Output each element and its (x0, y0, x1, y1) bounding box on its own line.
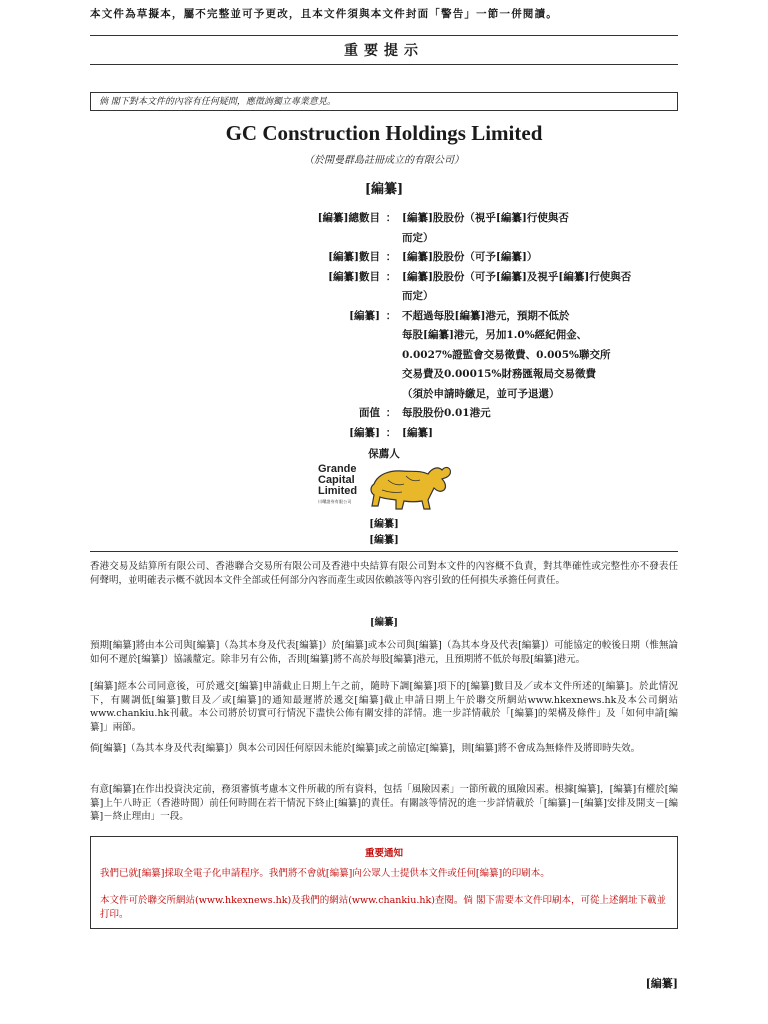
company-name: GC Construction Holdings Limited (225, 121, 543, 145)
offer-value: [編纂]股股份（視乎[編纂]行使與否 而定） (402, 212, 569, 244)
offer-label: [編纂]總數目 (317, 212, 380, 224)
top-rule (90, 35, 678, 36)
offer-value: [編纂] (402, 426, 433, 439)
notice-paragraph-2: 本文件可於聯交所網站(www.hkexnews.hk)及我們的網站(www.chankiu.hk)查閱。倘 閣下需要本文件印刷本，可從上述網址下載並打印。 (100, 895, 666, 920)
important-heading: 重要提示 (344, 43, 424, 59)
offer-colon: ： (385, 426, 397, 439)
notice-paragraph-1: 我們已就[編纂]採取全電子化申請程序。我們將不會就[編纂]向公眾人士提供本文件或任何[編纂]的印刷本。 (100, 868, 550, 879)
grande-capital-logo (318, 462, 456, 514)
offer-label: [編纂]數目 (328, 251, 380, 263)
footer-redacted: [編纂] (645, 977, 678, 990)
logo-wordmark (318, 464, 357, 497)
draft-note: 本文件為草擬本，屬不完整並可予更改，且本文件須與本文件封面「警告」一節一併閱讀。 (90, 8, 558, 20)
offer-colon: ： (385, 270, 397, 283)
offer-row (280, 248, 700, 268)
incorporation-note: （於開曼群島註冊成立的有限公司） (304, 155, 464, 166)
offer-colon: ： (385, 251, 397, 263)
offer-label: [編纂]數目 (328, 270, 380, 283)
offer-row (280, 209, 700, 248)
offer-row (280, 404, 700, 424)
offer-label: [編纂] (349, 426, 380, 439)
important-notice-box (90, 836, 678, 929)
investor-paragraph: 有意[編纂]在作出投資決定前，務須審慎考慮本文件所載的所有資料，包括「風險因素」一節所載的風險因素。根據[編纂]，[編纂]有權於[編纂]上午八時正（香港時間）前任何時間在若干情況下終止[編纂]的責任。有關該等情況的進一步詳情載於「[編纂]－[編纂]安排及開支－[編纂]－終止理由」一段。 (90, 784, 678, 823)
redacted-line-1: [編纂] (369, 519, 399, 530)
advice-text: 倘 閣下對本文件的內容有任何疑問，應徵詢獨立專業意見。 (99, 97, 336, 107)
offer-value: 不超過每股[編纂]港元，預期不低於 每股[編纂]港元，另加1.0%經紀佣金、 0.0027%證監會交易徵費、0.005%聯交所 交易費及0.00015%財務匯報局交易徵費 （須於申請時繳足，並可予退還） (402, 309, 611, 400)
reduction-paragraph: [編纂]經本公司同意後，可於遞交[編纂]申請截止日期上午之前，隨時下調[編纂]項下的[編纂]數目及／或本文件所述的[編纂]。於此情況下，有關調低[編纂]數目及／或[編纂]的通知最遲將於遞交[編纂]截止申請日期上午於聯交所網站www.hkexnews.hk及本公司網站www.chankiu.hk刊載。本公司將於切實可行情況下盡快公佈有關安排的詳情。進一步詳情載於「[編纂]的架構及條件」及「如何申請[編纂]」兩節。 (90, 681, 678, 733)
offer-row (280, 307, 700, 405)
logo-subtitle: 川曙證券有限公司 (318, 499, 352, 504)
logo-line-1: Grande (318, 463, 357, 475)
offer-colon: ： (385, 212, 397, 224)
bull-icon (368, 462, 456, 514)
advice-box (90, 92, 678, 111)
pricing-paragraph: 預期[編纂]將由本公司與[編纂]（為其本身及代表[編纂]）於[編纂]或本公司與[編纂]（為其本身及代表[編纂]）可能協定的較後日期（惟無論如何不遲於[編纂]）協議釐定。除非另有公佈，否則[編纂]將不高於每股[編纂]港元，且預期將不低於每股[編纂]港元。 (90, 640, 678, 665)
lapse-paragraph: 倘[編纂]（為其本身及代表[編纂]）與本公司因任何原因未能於[編纂]或之前協定[編纂]，則[編纂]將不會成為無條件及將即時失效。 (90, 743, 641, 754)
offer-table (280, 209, 700, 443)
offer-row (280, 268, 700, 307)
offer-value: 每股股份0.01港元 (402, 407, 491, 419)
sponsor-label: 保薦人 (368, 448, 400, 460)
offer-title: [編纂] (364, 182, 404, 197)
offer-value: [編纂]股股份（可予[編纂]） (402, 251, 538, 263)
disclaimer-rule (90, 551, 678, 552)
offer-colon: ： (385, 407, 397, 419)
offer-label: 面值 (359, 407, 380, 419)
offer-row (280, 424, 700, 444)
notice-title: 重要通知 (364, 848, 403, 859)
offer-value: [編纂]股股份（可予[編纂]及視乎[編纂]行使與否 而定） (402, 270, 632, 302)
logo-line-2: Capital (318, 474, 355, 486)
offer-colon: ： (385, 309, 397, 322)
redacted-center: [編纂] (370, 617, 398, 628)
redacted-line-2: [編纂] (369, 535, 399, 546)
heading-rule (90, 64, 678, 65)
logo-line-3: Limited (318, 485, 358, 497)
disclaimer-paragraph: 香港交易及結算所有限公司、香港聯合交易所有限公司及香港中央結算有限公司對本文件的內容概不負責，對其準確性或完整性亦不發表任何聲明，並明確表示概不就因本文件全部或任何部分內容而產生或因依賴該等內容引致的任何損失承擔任何責任。 (90, 561, 678, 586)
offer-label: [編纂] (349, 309, 380, 322)
